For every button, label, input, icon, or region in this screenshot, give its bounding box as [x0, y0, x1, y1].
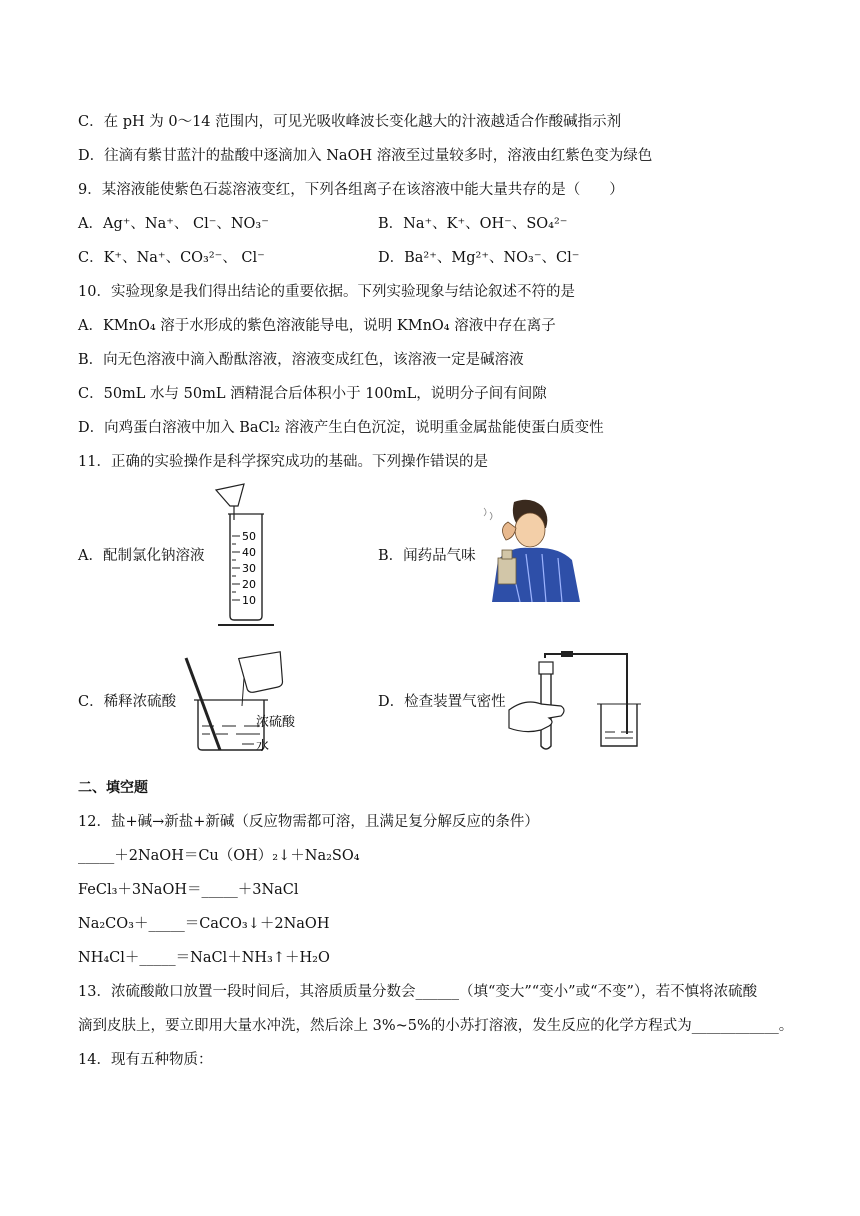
q14-stem: 14．现有五种物质：	[78, 1052, 213, 1068]
q9-stem: 9．某溶液能使紫色石蕊溶液变红，下列各组离子在该溶液中能大量共存的是（ ）	[78, 182, 624, 198]
water-label: 水	[256, 739, 270, 754]
q12-equation-1: _____＋2NaOH＝Cu（OH）₂↓＋Na₂SO₄	[78, 848, 360, 864]
q10-option-d: D．向鸡蛋白溶液中加入 BaCl₂ 溶液产生白色沉淀，说明重金属盐能使蛋白质变性	[78, 420, 604, 436]
section-heading: 二、填空题	[78, 780, 148, 796]
q10-stem: 10．实验现象是我们得出结论的重要依据。下列实验现象与结论叙述不符的是	[78, 284, 575, 300]
graduated-cylinder-figure	[208, 480, 278, 630]
cylinder-mark: 10	[242, 594, 256, 607]
airtightness-figure	[505, 650, 645, 756]
q11-option-d: D．检查装置气密性	[378, 694, 506, 710]
dilute-acid-figure	[180, 650, 300, 758]
cylinder-mark: 20	[242, 578, 256, 591]
acid-label: 浓硫酸	[256, 715, 296, 730]
q9-option-d: D．Ba²⁺、Mg²⁺、NO₃⁻、Cl⁻	[378, 250, 580, 266]
q12-equation-4: NH₄Cl＋_____＝NaCl＋NH₃↑＋H₂O	[78, 950, 330, 966]
q13-line-2: 滴到皮肤上，要立即用大量水冲洗，然后涂上 3%~5%的小苏打溶液，发生反应的化学方程式为____________。	[78, 1018, 794, 1034]
q10-option-c: C．50mL 水与 50mL 酒精混合后体积小于 100mL，说明分子间有间隙	[78, 386, 547, 402]
q9-option-a: A．Ag⁺、Na⁺、 Cl⁻、NO₃⁻	[78, 216, 269, 232]
q12-stem: 12．盐+碱→新盐+新碱（反应物需都可溶，且满足复分解反应的条件）	[78, 814, 539, 830]
q11-option-a: A．配制氯化钠溶液	[78, 548, 205, 564]
q11-option-c: C．稀释浓硫酸	[78, 694, 177, 710]
q11-stem: 11．正确的实验操作是科学探究成功的基础。下列操作错误的是	[78, 454, 488, 470]
cylinder-mark: 50	[242, 530, 256, 543]
q10-option-b: B．向无色溶液中滴入酚酞溶液，溶液变成红色，该溶液一定是碱溶液	[78, 352, 524, 368]
q10-option-a: A．KMnO₄ 溶于水形成的紫色溶液能导电，说明 KMnO₄ 溶液中存在离子	[78, 318, 556, 334]
q8-option-d: D．往滴有紫甘蓝汁的盐酸中逐滴加入 NaOH 溶液至过量较多时，溶液由红紫色变为绿色	[78, 148, 653, 164]
cylinder-mark: 30	[242, 562, 256, 575]
q8-option-c: C．在 pH 为 0～14 范围内，可见光吸收峰波长变化越大的汁液越适合作酸碱指示剂	[78, 114, 622, 130]
smelling-boy-figure	[480, 498, 590, 602]
q12-equation-3: Na₂CO₃＋_____＝CaCO₃↓＋2NaOH	[78, 916, 330, 932]
q9-option-c: C．K⁺、Na⁺、CO₃²⁻、 Cl⁻	[78, 250, 265, 266]
q11-option-b: B．闻药品气味	[378, 548, 476, 564]
q9-option-b: B．Na⁺、K⁺、OH⁻、SO₄²⁻	[378, 216, 568, 232]
q12-equation-2: FeCl₃＋3NaOH＝_____＋3NaCl	[78, 882, 299, 898]
cylinder-mark: 40	[242, 546, 256, 559]
q13-line-1: 13．浓硫酸敞口放置一段时间后，其溶质质量分数会______（填“变大”“变小”或“不变”），若不慎将浓硫酸	[78, 984, 758, 1000]
